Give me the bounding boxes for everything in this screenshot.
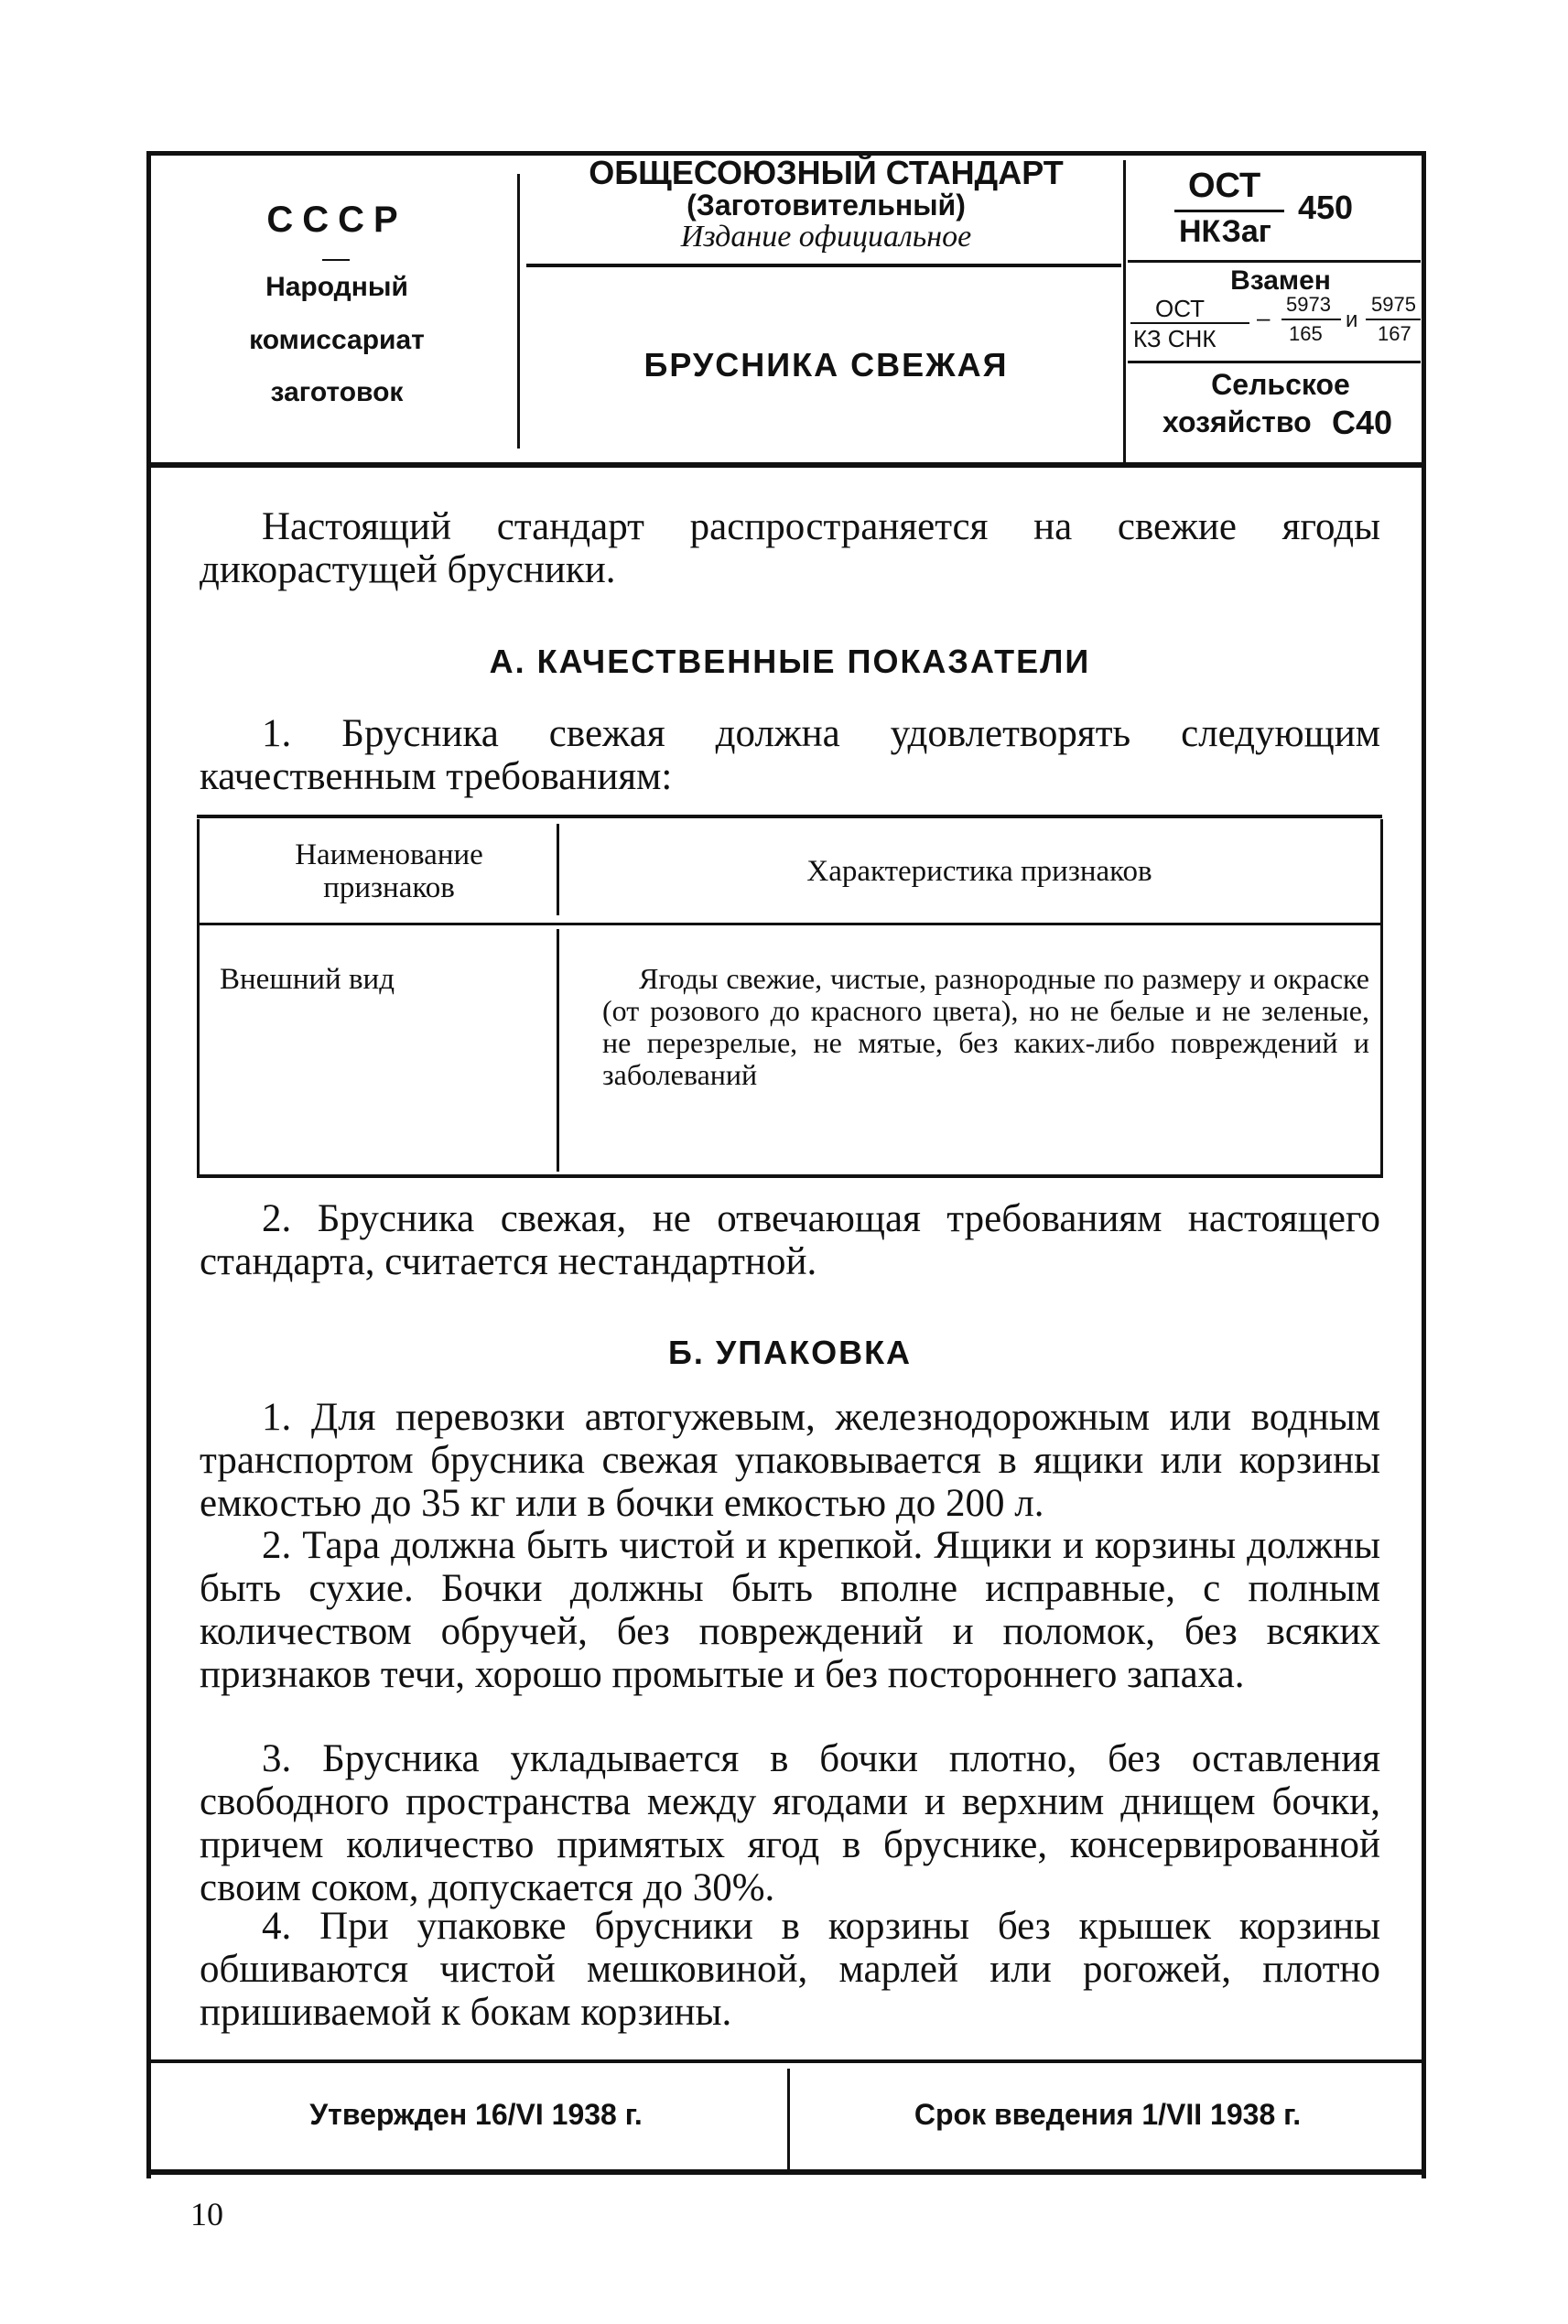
table-bottom-rule: [197, 1174, 1382, 1178]
table-row-description: Ягоды свежие, чистые, разнородные по размеру и окраске (от розового до красного цвета), но не белые и не зеленые, не перезрелые, не мятые, без каких-либо повреждений и заболеваний: [602, 962, 1369, 1091]
standard-title: ОБЩЕСОЮЗНЫЙ СТАНДАРТ: [589, 154, 1064, 191]
section-b-heading: Б. УПАКОВКА: [667, 1334, 913, 1371]
replaces-label: Взамен: [1230, 265, 1331, 296]
table-col1-header: Наименование признаков: [295, 838, 483, 904]
effective-date: Срок введения 1/VII 1938 г.: [914, 2098, 1302, 2131]
table-row-name: Внешний вид: [220, 963, 395, 996]
footer-divider: [787, 2069, 790, 2169]
section-b-item2: 2. Тара должна быть чистой и крепкой. Ящики и корзины должны быть сухие. Бочки должны быть вполне исправные, с полным количеством обручей, без повреждений и поломок, без всяких признаков течи, хорошо промытые и без постороннего запаха.: [200, 1524, 1380, 1696]
header-org-line3: заготовок: [270, 377, 404, 407]
header-right-rule-2: [1128, 361, 1421, 363]
ref-and: и: [1346, 308, 1358, 332]
section-a-item1: 1. Брусника свежая должна удовлетворять следующим качественным требованиям:: [200, 712, 1380, 798]
official-edition: Издание официальное: [680, 220, 972, 254]
header-bottom-border: [146, 462, 1426, 468]
sector-line1: Сельское: [1211, 368, 1350, 401]
header-org-line2: комиссариат: [249, 325, 425, 355]
sector-code: С40: [1332, 404, 1393, 441]
table-right-rule: [1380, 819, 1383, 1178]
section-b-item1: 1. Для перевозки автогужевым, железнодорожным или водным транспортом брусника свежая упаковывается в ящики или корзины емкостью до 35 кг или в бочки емкостью до 200 л.: [200, 1396, 1380, 1525]
ref1-fraction-line: [1281, 319, 1341, 320]
section-a-heading: А. КАЧЕСТВЕННЫЕ ПОКАЗАТЕЛИ: [489, 643, 1091, 680]
product-name: БРУСНИКА СВЕЖАЯ: [643, 346, 1009, 384]
standard-number: 450: [1298, 189, 1354, 226]
section-b-item4: 4. При упаковке брусники в корзины без крышек корзины обшиваются чистой мешковиной, марлей или рогожей, плотно пришиваемой к бокам корзины.: [200, 1905, 1380, 2034]
header-country: СССР: [266, 200, 407, 240]
header-right-rule-1: [1128, 260, 1421, 263]
table-left-rule: [197, 819, 200, 1178]
ref1-bottom: 165: [1289, 322, 1323, 345]
table-header-rule: [197, 923, 1382, 925]
nkzag-label: НКЗаг: [1179, 214, 1271, 249]
page-number: 10: [190, 2196, 223, 2232]
table-top-rule: [197, 815, 1382, 818]
replaces-dash: –: [1257, 304, 1271, 331]
replaces-kz: КЗ СНК: [1133, 325, 1217, 352]
left-border: [146, 151, 151, 2178]
footer-bottom-rule: [146, 2169, 1426, 2175]
table-col-divider-top: [557, 824, 559, 915]
ost-label: ОСТ: [1188, 167, 1261, 205]
approved-date: Утвержден 16/VI 1938 г.: [309, 2098, 643, 2131]
table-col-divider-bottom: [557, 929, 559, 1172]
right-border: [1422, 156, 1426, 2178]
ref2-fraction-line: [1366, 319, 1421, 320]
ref1-top: 5973: [1286, 293, 1331, 316]
country-underline: [322, 259, 350, 261]
ref2-top: 5975: [1371, 293, 1416, 316]
replaces-fraction-line: [1130, 322, 1249, 324]
footer-top-rule: [146, 2059, 1426, 2063]
replaces-ost: ОСТ: [1155, 295, 1206, 322]
header-org-line1: Народный: [265, 272, 408, 302]
ost-fraction-line: [1174, 210, 1284, 212]
intro-paragraph: Настоящий стандарт распространяется на свежие ягоды дикорастущей брусники.: [200, 505, 1380, 591]
section-a-item2: 2. Брусника свежая, не отвечающая требованиям настоящего стандарта, считается нестандартной.: [200, 1197, 1380, 1283]
sector-line2: хозяйство: [1162, 405, 1312, 438]
table-col2-header: Характеристика признаков: [806, 855, 1152, 888]
standard-subtitle: (Заготовительный): [687, 189, 966, 222]
ref2-bottom: 167: [1378, 322, 1411, 345]
header-divider-1: [517, 174, 520, 449]
header-middle-rule: [526, 264, 1121, 267]
section-b-item3: 3. Брусника укладывается в бочки плотно, без оставления свободного пространства между ягодами и верхним днищем бочки, причем количество примятых ягод в бруснике, консервированной своим соком, допускается до 30%.: [200, 1737, 1380, 1909]
